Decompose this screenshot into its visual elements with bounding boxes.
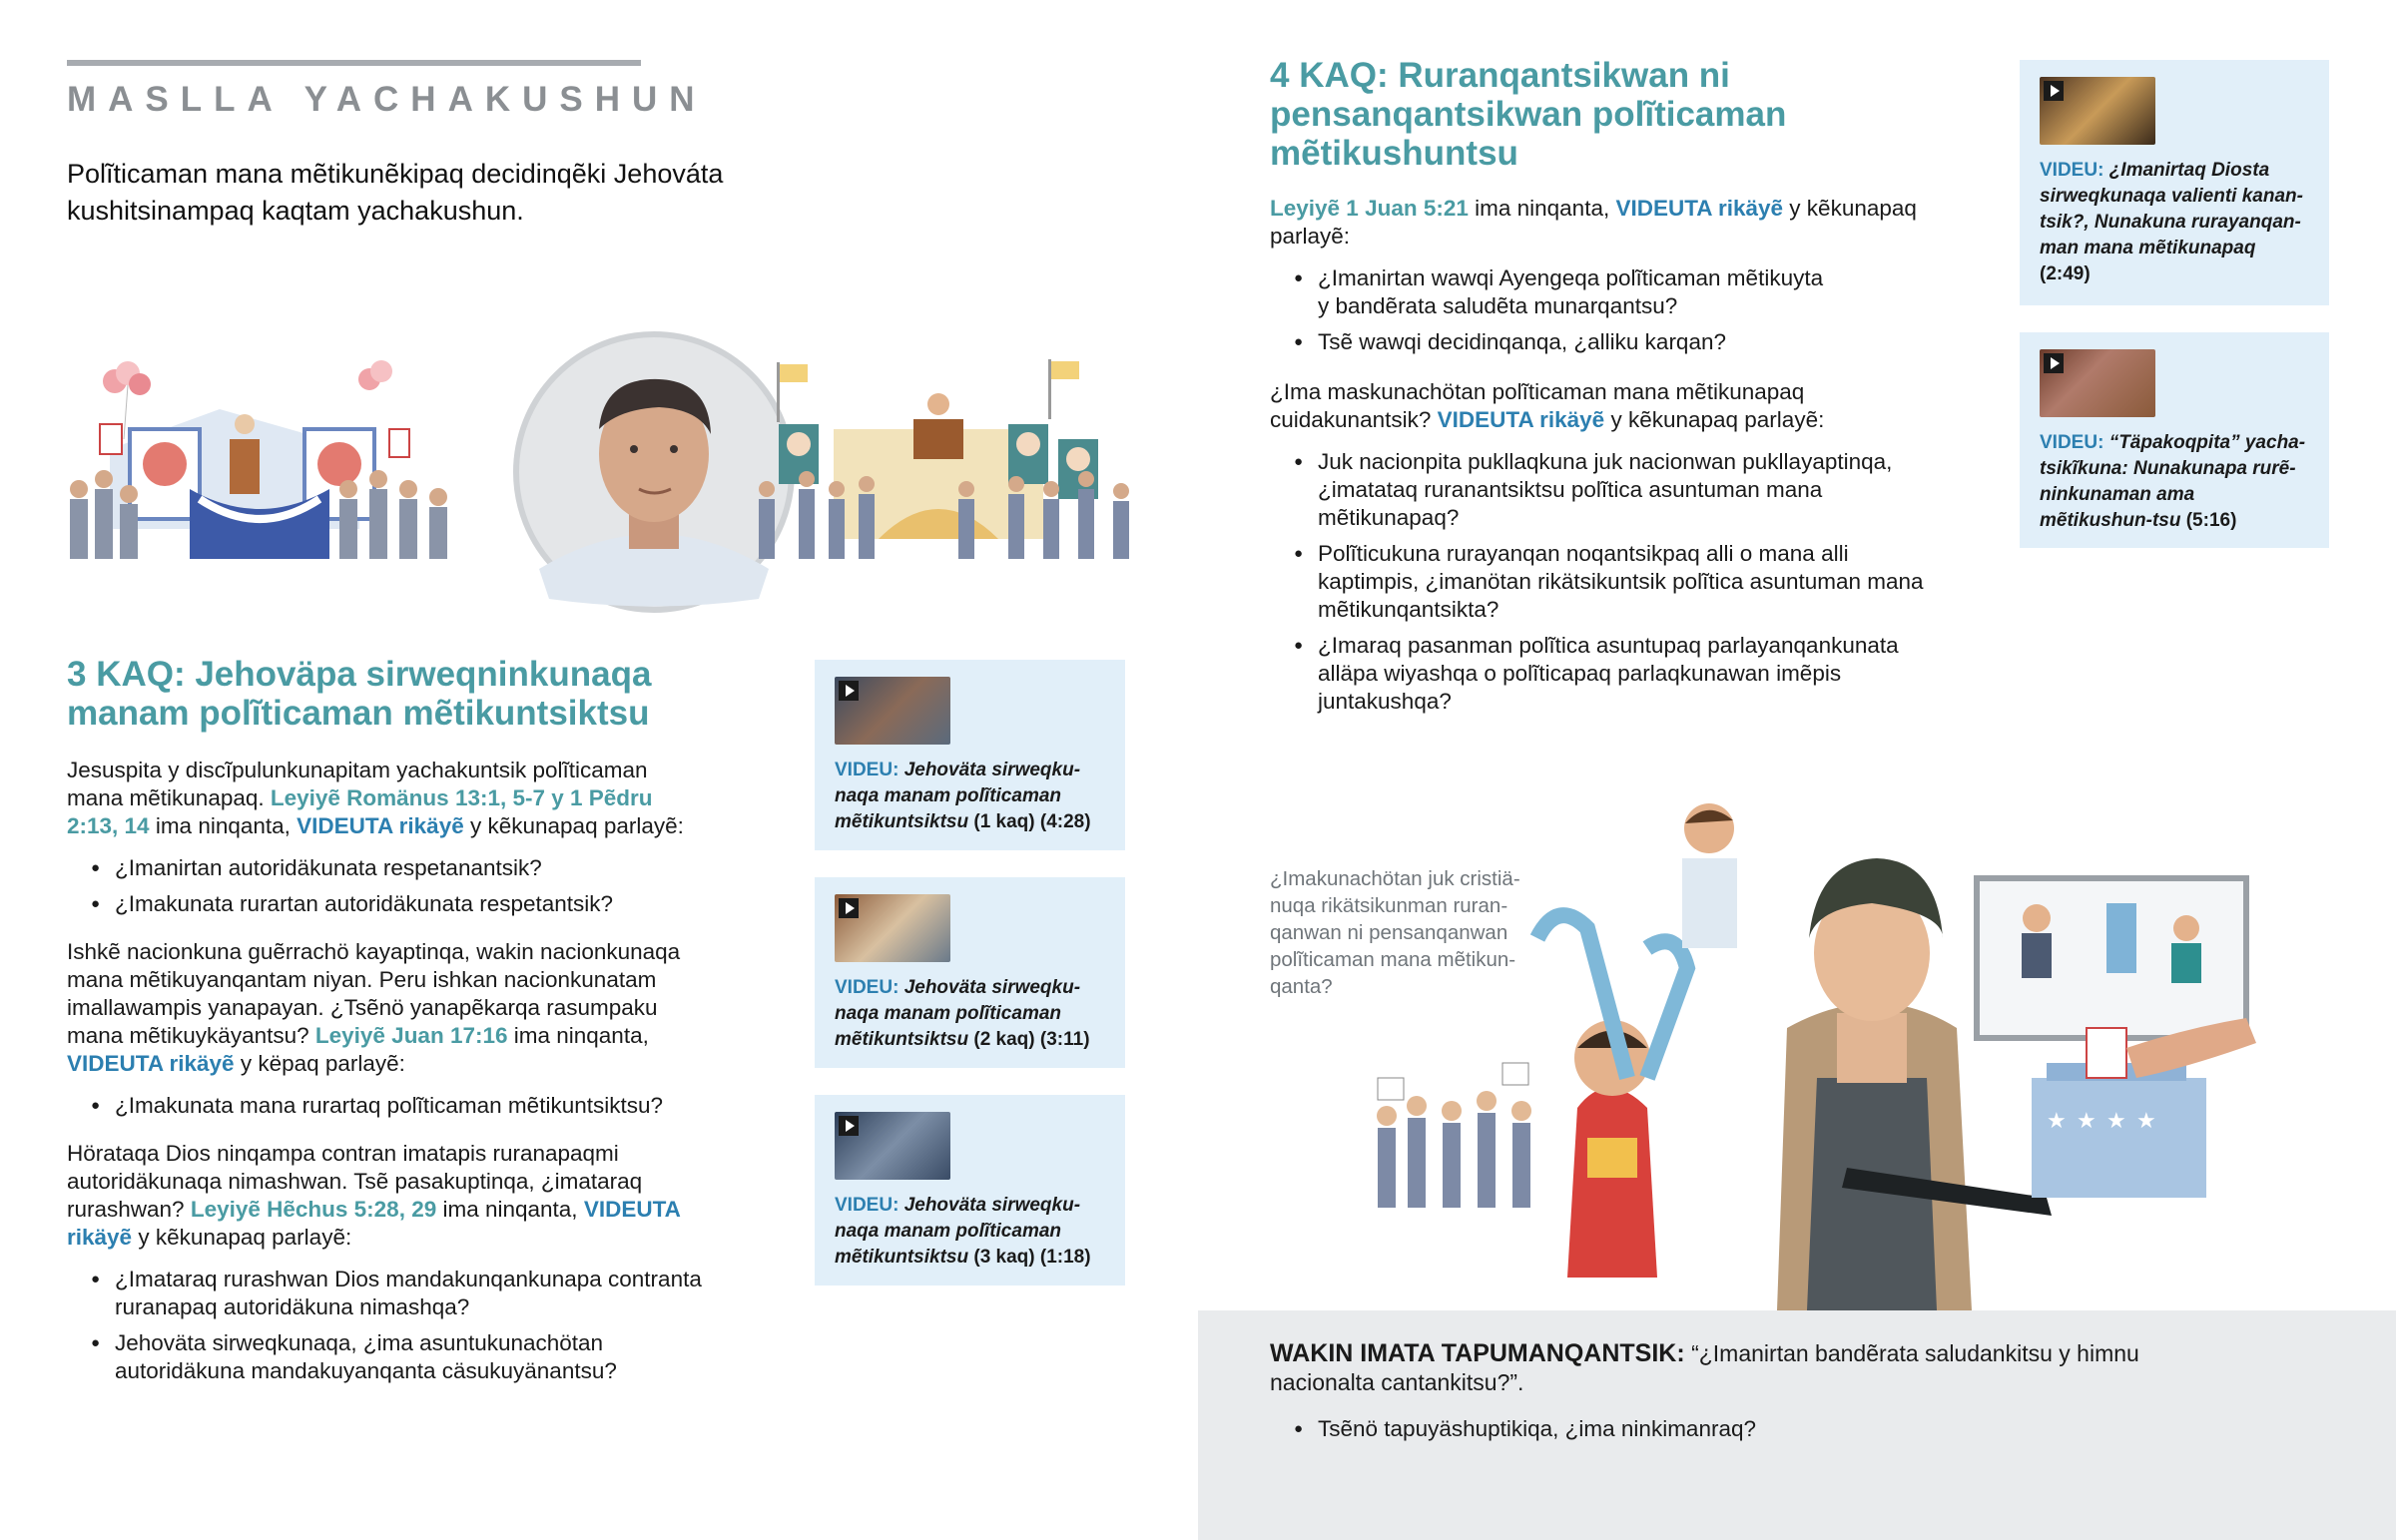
paragraph-text: ima ninqanta, xyxy=(1468,196,1616,221)
video-card-1[interactable] xyxy=(815,660,1125,850)
video-card-2[interactable] xyxy=(815,877,1125,1068)
section-4-paragraph-1 xyxy=(1270,195,1929,251)
section-4-paragraph-2 xyxy=(1270,378,1849,434)
video-title[interactable]: Jehoväta sirweqku-naqa manam polĩticaman mẽtikuntsiktsu xyxy=(835,1195,1081,1268)
play-icon[interactable] xyxy=(2044,353,2064,373)
illustration-caption: ¿Imakunachötan juk cristiä-nuqa rikätsikunman ruran-qanwan ni pensanqanwan polĩticaman mana mẽtikun-qanta? xyxy=(1270,867,1520,998)
paragraph-text: ima ninqanta, xyxy=(507,1023,649,1048)
video-link[interactable]: VIDEUTA rikäyẽ xyxy=(297,813,464,838)
right-rally-scene xyxy=(759,359,1129,559)
video-link[interactable]: VIDEUTA rikäyẽ xyxy=(1437,407,1605,432)
paragraph-text: y këpaq parlayẽ: xyxy=(234,1051,405,1076)
political-rallies-illustration xyxy=(60,329,1158,619)
section-eyebrow: MASLLA YACHAKUSHUN xyxy=(67,80,707,119)
section-3-questions-1 xyxy=(67,854,706,918)
section-4-heading-line2: pensanqantsikwan polĩticaman xyxy=(1270,95,1787,134)
scripture-link[interactable]: Leyiyẽ Juan 17:16 xyxy=(314,1023,508,1048)
video-label: VIDEU: xyxy=(2040,160,2104,181)
discussion-question: ● Jehoväta sirweqkunaqa, ¿ima asuntukunachötan autoridäkuna mandakuyanqanta cäsukuyänantsu? xyxy=(67,1329,706,1385)
objection-questions xyxy=(1270,1415,2228,1443)
discussion-question: ● ¿Imakunata rurartan autoridäkunata respetantsik? xyxy=(67,890,706,918)
discussion-question: ● ¿Imanirtan wawqi Ayengeqa polĩticaman mẽtikuyta y bandẽrata saludẽta munarqantsu? xyxy=(1270,264,1829,320)
svg-text:★: ★ xyxy=(2136,1109,2156,1134)
top-rule xyxy=(67,60,641,66)
scripture-link[interactable]: Leyiyẽ Hẽchus 5:28, 29 xyxy=(190,1197,437,1222)
video-thumbnail[interactable] xyxy=(835,894,950,962)
svg-text:★: ★ xyxy=(2077,1109,2096,1134)
video-caption xyxy=(2040,430,2309,534)
objection-lead: WAKIN IMATA TAPUMANQANTSIK: xyxy=(1270,1339,1685,1367)
paragraph-text: y kẽkunapaq parlayẽ: xyxy=(1604,407,1825,432)
video-card-3[interactable] xyxy=(815,1095,1125,1285)
paragraph-text: y kẽkunapaq parlayẽ: xyxy=(132,1225,352,1250)
video-card-4[interactable] xyxy=(2020,60,2329,305)
discussion-question: ● ¿Imanirtan autoridäkunata respetanantsik? xyxy=(67,854,706,882)
paragraph-text: ima ninqanta, xyxy=(149,813,298,838)
section-4-questions-1 xyxy=(1270,264,1929,356)
paragraph-text: Hörataqa Dios ninqampa contran imatapis ruranapaqmi autoridäkunaqa nimashwan. Tsẽ pasakuptinqa, ¿imataraq rurashwan? xyxy=(67,1141,643,1222)
video-thumbnail[interactable] xyxy=(2040,349,2155,417)
scripture-link[interactable]: Leyiyẽ Romänus 13:1, 5-7 y 1 Pẽdru 2:13, 14 xyxy=(67,785,653,838)
section-3-questions-2 xyxy=(67,1092,706,1120)
discussion-question: ● ¿Imakunata mana rurartaq polĩticaman mẽtikuntsiktsu? xyxy=(67,1092,706,1120)
video-title[interactable]: ¿Imanirtaq Diosta sirweqkunaqa valienti kanan-tsik?, Nunakuna rurayanqan-man mana mẽtikunapaq xyxy=(2040,160,2303,258)
sports-fan xyxy=(1537,915,1687,1278)
section-3-paragraph-1 xyxy=(67,757,706,840)
tv-broadcast xyxy=(1977,878,2246,1038)
video-label: VIDEU: xyxy=(835,760,899,780)
lesson-intro: Polĩticaman mana mẽtikunẽkipaq decidinqẽki Jehováta kushitsinampaq kaqtam yachakushun. xyxy=(67,159,724,226)
play-icon[interactable] xyxy=(839,1116,859,1136)
section-3-body xyxy=(67,757,706,1393)
discussion-question: ● Tsẽ wawqi decidinqanqa, ¿alliku karqan? xyxy=(1270,328,1929,356)
protest-crowd xyxy=(1378,1113,1530,1208)
section-3-heading-line2: manam polĩticaman mẽtikuntsiktsu xyxy=(67,694,650,733)
play-icon[interactable] xyxy=(839,898,859,918)
discussion-question: ● Polĩticukuna rurayanqan noqantsikpaq alli o mana alli kaptimpis, ¿imanötan rikätsikuntsik polĩtica asuntuman mana mẽtikunqantsikta? xyxy=(1270,540,1929,624)
video-caption xyxy=(835,758,1114,835)
play-icon[interactable] xyxy=(2044,81,2064,101)
paragraph-text: y kẽkunapaq parlayẽ: xyxy=(463,813,684,838)
discussion-question: ● ¿Imaraq pasanman polĩtica asuntupaq parlayanqankunata alläpa wiyashqa o polĩticapaq parlaqkunawan imẽpis juntakushqa? xyxy=(1270,632,1929,716)
video-label: VIDEU: xyxy=(835,977,899,998)
video-caption xyxy=(835,975,1114,1053)
video-thumbnail[interactable] xyxy=(835,1112,950,1180)
video-duration: (3 kaq) (1:18) xyxy=(968,1247,1091,1268)
section-4-heading xyxy=(1270,56,1829,173)
section-3-paragraph-2 xyxy=(67,938,706,1078)
video-link[interactable]: VIDEUTA rikäyẽ xyxy=(67,1051,235,1076)
boy-figure xyxy=(1682,803,1737,948)
discussion-question: ● ¿Imataraq rurashwan Dios mandakunqankunapa contranta ruranapaq autoridäkuna nimashqa? xyxy=(67,1266,706,1321)
section-3-heading xyxy=(67,655,786,733)
video-title[interactable]: Jehoväta sirweqku-naqa manam polĩticaman mẽtikuntsiktsu xyxy=(835,977,1081,1050)
discussion-question: ● Tsẽnö tapuyäshuptikiqa, ¿ima ninkimanraq? xyxy=(1270,1415,2228,1443)
section-4-body xyxy=(1270,195,1929,724)
video-title[interactable]: Jehoväta sirweqku-naqa manam polĩticaman mẽtikuntsiktsu xyxy=(835,760,1081,832)
svg-text:★: ★ xyxy=(2106,1109,2126,1134)
paragraph-text: ima ninqanta, xyxy=(436,1197,584,1222)
play-icon[interactable] xyxy=(839,681,859,701)
video-duration: (2:49) xyxy=(2040,263,2091,284)
section-3-questions-3 xyxy=(67,1266,706,1385)
video-label: VIDEU: xyxy=(835,1195,899,1216)
video-link[interactable]: VIDEUTA rikäyẽ xyxy=(1615,196,1784,221)
svg-text:★: ★ xyxy=(2047,1109,2067,1134)
paragraph-text: Jesuspita y discĩpulunkunapitam yachakuntsik polĩticaman mana mẽtikunapaq. xyxy=(67,758,648,810)
objection-quote: “¿Imanirtan bandẽrata saludankitsu y himnu nacionalta cantankitsu?”. xyxy=(1270,1340,2139,1395)
section-4-heading-line3: mẽtikushuntsu xyxy=(1270,134,1518,173)
scripture-link[interactable]: Leyiyẽ 1 Juan 5:21 xyxy=(1270,196,1469,221)
paragraph-text: Ishkẽ nacionkuna guẽrrachö kayaptinqa, wakin nacionkunaqa mana mẽtikuyanqantam niyan. Peru ishkan nacionkunatam imallawampis yanapayan. ¿Tsẽnö yanapẽkarqa rasumpaku mana mẽtikuykäyantsu? xyxy=(67,939,681,1048)
video-card-5[interactable] xyxy=(2020,332,2329,548)
video-duration: (1 kaq) (4:28) xyxy=(968,811,1091,832)
political-neutrality-illustration xyxy=(1348,778,2326,1310)
ballot-box xyxy=(2032,1018,2256,1198)
section-3-paragraph-3 xyxy=(67,1140,706,1252)
man-portrait xyxy=(516,334,792,610)
section-4-heading-line1: 4 KAQ: Ruranqantsikwan ni xyxy=(1270,56,1730,95)
video-label: VIDEU: xyxy=(2040,432,2104,453)
video-title[interactable]: “Täpakoqpita” yacha-tsikĩkuna: Nunakunapa rurẽ-ninkunaman ama mẽtikushun-tsu xyxy=(2040,432,2306,531)
video-thumbnail[interactable] xyxy=(835,677,950,745)
section-3-heading-line1: 3 KAQ: Jehoväpa sirweqninkunaqa xyxy=(67,655,652,694)
video-duration: (2 kaq) (3:11) xyxy=(968,1029,1090,1050)
discussion-question: ● Juk nacionpita pukllaqkuna juk nacionwan pukllayaptinqa, ¿imatataq ruranantsiktsu polĩtica asuntuman mana mẽtikunapaq? xyxy=(1270,448,1929,532)
video-caption xyxy=(835,1193,1114,1271)
video-duration: (5:16) xyxy=(2180,510,2237,531)
paragraph-text: ¿Ima maskunachötan polĩticaman mana mẽtikunapaq cuidakunantsik? xyxy=(1270,379,1805,432)
video-link[interactable]: VIDEUTA rikäyẽ xyxy=(67,1197,681,1250)
left-rally-scene xyxy=(70,360,447,559)
paragraph-text: y kẽkunapaq parlayẽ: xyxy=(1270,196,1917,249)
video-thumbnail[interactable] xyxy=(2040,77,2155,145)
objection-statement xyxy=(1270,1339,2228,1397)
section-4-questions-2 xyxy=(1270,448,1929,716)
discussion-content xyxy=(1270,1339,2228,1451)
video-caption xyxy=(2040,158,2309,287)
